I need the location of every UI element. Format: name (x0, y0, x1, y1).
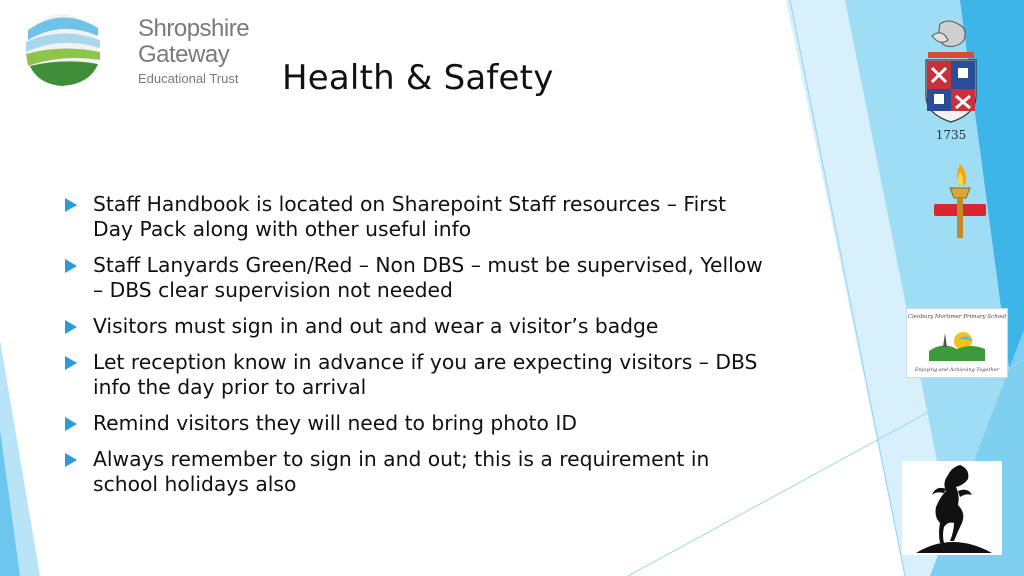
school-crest-logo (918, 18, 984, 144)
bullet-arrow-icon (65, 453, 77, 467)
bullet-text: Visitors must sign in and out and wear a visitor’s badge (93, 314, 659, 338)
torch-logo (930, 162, 990, 242)
trust-logo (20, 6, 250, 94)
bullet-arrow-icon (65, 259, 77, 273)
torch-icon (930, 162, 990, 242)
bullet-text: Let reception know in advance if you are expecting visitors – DBS info the day prior to arrival (93, 350, 758, 399)
school-landscape-icon (929, 325, 985, 361)
logo-line-2: Gateway (138, 41, 230, 68)
school-motto: Enjoying and Achieving Together (914, 367, 1000, 373)
trust-logo-text (138, 16, 249, 87)
slide-title: Health & Safety (282, 58, 554, 98)
logo-line-1: Shropshire (138, 15, 250, 42)
bullet-item (64, 447, 764, 497)
bullet-text: Staff Lanyards Green/Red – Non DBS – must be supervised, Yellow – DBS clear supervision not needed (93, 253, 763, 302)
bullet-list (64, 192, 764, 508)
crest-shield-icon (918, 18, 984, 128)
bullet-arrow-icon (65, 320, 77, 334)
bullet-arrow-icon (65, 417, 77, 431)
logo-line-3: Educational Trust (138, 71, 239, 86)
horse-logo (902, 461, 1002, 555)
primary-school-logo (906, 308, 1008, 378)
bullet-text: Staff Handbook is located on Sharepoint Staff resources – First Day Pack along with other useful info (93, 192, 727, 241)
bullet-text: Remind visitors they will need to bring photo ID (93, 411, 577, 435)
trust-logo-mark-icon (20, 6, 110, 94)
bullet-item (64, 350, 764, 400)
rearing-horse-icon (902, 461, 1002, 555)
bullet-item (64, 192, 764, 242)
bullet-item (64, 253, 764, 303)
bullet-item (64, 314, 764, 339)
crest-year: 1735 (935, 128, 967, 142)
bullet-item (64, 411, 764, 436)
bullet-arrow-icon (65, 356, 77, 370)
bullet-text: Always remember to sign in and out; this is a requirement in school holidays also (93, 447, 710, 496)
school-name: Cleobury Mortimer Primary School (907, 314, 1007, 320)
bullet-arrow-icon (65, 198, 77, 212)
